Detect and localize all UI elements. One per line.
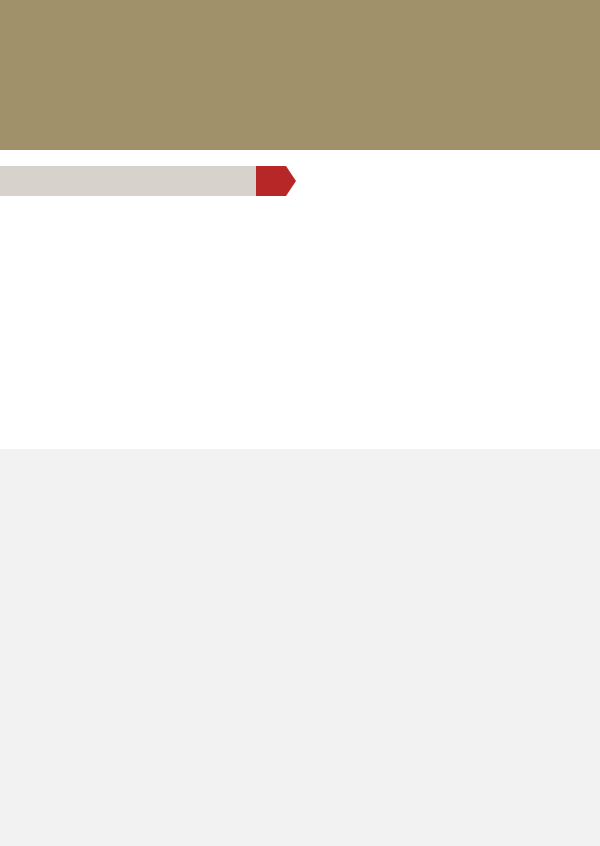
section-tab: [0, 166, 296, 196]
tab-arrow-icon: [286, 166, 296, 196]
section-number: [256, 166, 286, 196]
forest-plot: [405, 553, 595, 728]
section-label: [0, 166, 256, 196]
did-chart: [40, 574, 250, 744]
header-banner: [0, 0, 600, 150]
figure-title: [10, 460, 16, 474]
